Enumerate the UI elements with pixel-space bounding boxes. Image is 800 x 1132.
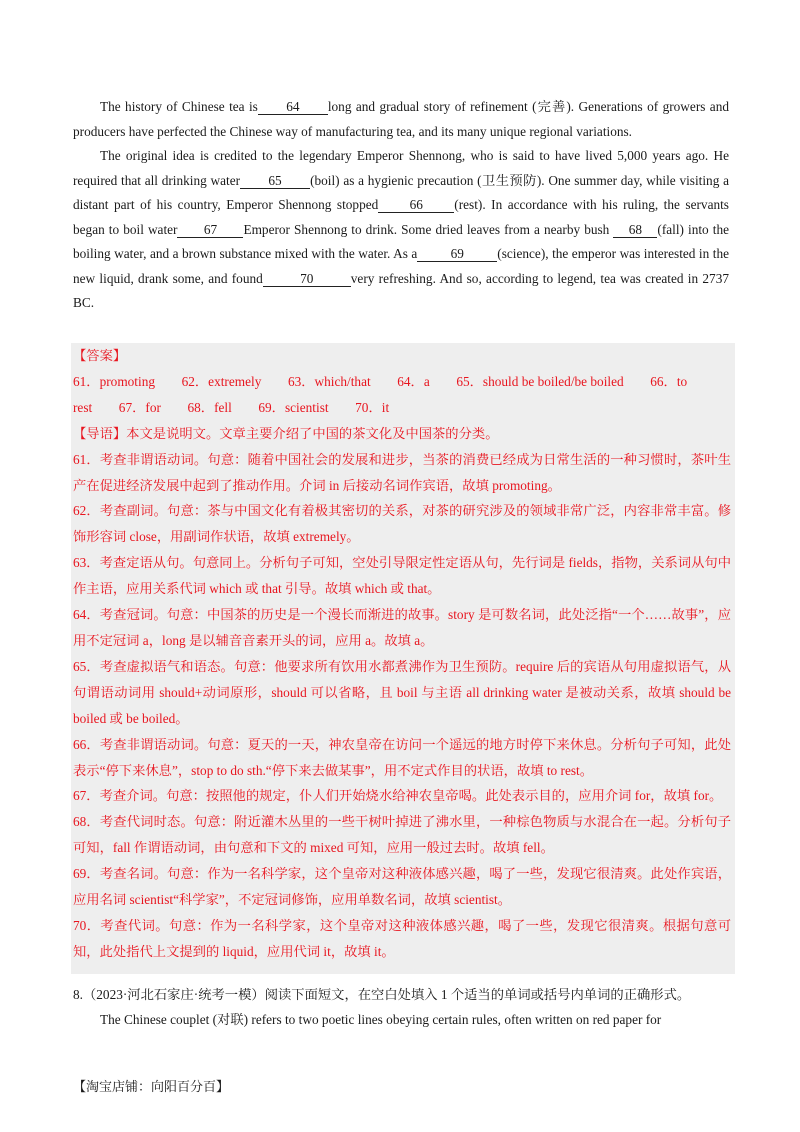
- question-8: [73, 982, 733, 1032]
- explanation-62: 62．考查副词。句意：茶与中国文化有着极其密切的关系，对茶的研究涉及的领域非常广泛，内容非常丰富。修饰形容词 close，用副词作状语，故填 extremely。: [73, 503, 731, 545]
- blank-65: 65: [240, 173, 310, 189]
- explanation-68: 68．考查代词时态。句意：附近灌木丛里的一些干树叶掉进了沸水里，一种棕色物质与水混合在一起。分析句子可知，fall 作谓语动词，由句意和下文的 mixed 可知，应用一般过去时。故填 fell。: [73, 814, 731, 856]
- explanation-70: 70．考查代词。句意：作为一名科学家，这个皇帝对这种液体感兴趣，喝了一些，发现它很清爽。根据句意可知，此处指代上文提到的 liquid，应用代词 it，故填 it。: [73, 917, 731, 959]
- answer-keys-line-1: 61．promoting 62．extremely 63．which/that 64．a 65．should be boiled/be boiled 66．to: [73, 373, 688, 389]
- blank-64: 64: [258, 99, 328, 115]
- blank-69: 69: [417, 246, 497, 262]
- passage-paragraph-2: The original idea is credited to the legendary Emperor Shennong, who is said to have lived 5,000 years ago. He required that all drinking water 65 (boil) as a hygienic precaution (卫生预防). One summer day, while visiting a distant part of his country, Emperor Shennong stopped 66 (rest). In accordance with his ruling, the servants began to boil water 67 Emperor Shennong to drink. Some dried leaves from a nearby bush 68 (fall) into the boiling water, and a brown substance mixed with the water. As a 69 (science), the emperor was interested in the new liquid, drank some, and found 70 very refreshing. And so, according to legend, tea was created in 2737 BC.: [73, 148, 730, 310]
- question-8-text: The Chinese couplet (对联) refers to two poetic lines obeying certain rules, often written on red paper for: [100, 1012, 662, 1027]
- explanation-65: 65．考查虚拟语气和语态。句意：他要求所有饮用水都煮沸作为卫生预防。require 后的宾语从句用虚拟语气，从句谓语动词用 should+动词原形，should 可以省略，且 boil 与主语 all drinking water 是被动关系，故填 should be boiled 或 be boiled。: [73, 658, 731, 726]
- answer-box: [71, 343, 735, 974]
- footer-shop-label: 【淘宝店铺：向阳百分百】: [73, 1079, 230, 1094]
- blank-67: 67: [177, 222, 243, 238]
- answer-header: 【答案】: [73, 348, 127, 363]
- answer-content: [73, 343, 731, 965]
- question-8-heading: 8.（2023·河北石家庄·统考一模）阅读下面短文，在空白处填入 1 个适当的单词或括号内单词的正确形式。: [73, 987, 691, 1002]
- blank-70: 70: [263, 271, 351, 287]
- explanation-69: 69．考查名词。句意：作为一名科学家，这个皇帝对这种液体感兴趣，喝了一些，发现它很清爽。此处作宾语，应用名词 scientist“科学家”，不定冠词修饰，应用单数名词，故填 scientist。: [73, 866, 731, 908]
- answer-keys-line-2: rest 67．for 68．fell 69．scientist 70．it: [73, 399, 390, 415]
- blank-66: 66: [378, 197, 454, 213]
- explanation-64: 64．考查冠词。句意：中国茶的历史是一个漫长而渐进的故事。story 是可数名词，此处泛指“一个……故事”，应用不定冠词 a，long 是以辅音音素开头的词，应用 a。故填 a。: [73, 607, 731, 648]
- explanation-66: 66．考查非谓语动词。句意：夏天的一天，神农皇帝在访问一个遥远的地方时停下来休息。分析句子可知，此处表示“停下来休息”，stop to do sth.“停下来去做某事”，用不定式作目的状语，故填 to rest。: [73, 736, 731, 778]
- explanation-67: 67．考查介词。句意：按照他的规定，仆人们开始烧水给神农皇帝喝。此处表示目的，应用介词 for，故填 for。: [73, 788, 723, 804]
- explanation-63: 63．考查定语从句。句意同上。分析句子可知，空处引导限定性定语从句，先行词是 fields，指物，关系词从句中作主语，应用关系代词 which 或 that 引导。故填 which 或 that。: [73, 555, 731, 597]
- explanation-61: 61．考查非谓语动词。句意：随着中国社会的发展和进步，当茶的消费已经成为日常生活的一种习惯时，茶叶生产在促进经济发展中起到了推动作用。介词 in 后接动名词作宾语，故填 promoting。: [73, 451, 731, 493]
- blank-68: 68: [613, 222, 657, 238]
- answer-guide: 【导语】本文是说明文。文章主要介绍了中国的茶文化及中国茶的分类。: [73, 425, 499, 441]
- reading-passage: [73, 95, 729, 316]
- passage-paragraph-1: The history of Chinese tea is 64 long and gradual story of refinement (完善). Generations of growers and producers have perfected the Chinese way of manufacturing tea, and its many unique regional variations.: [73, 99, 730, 139]
